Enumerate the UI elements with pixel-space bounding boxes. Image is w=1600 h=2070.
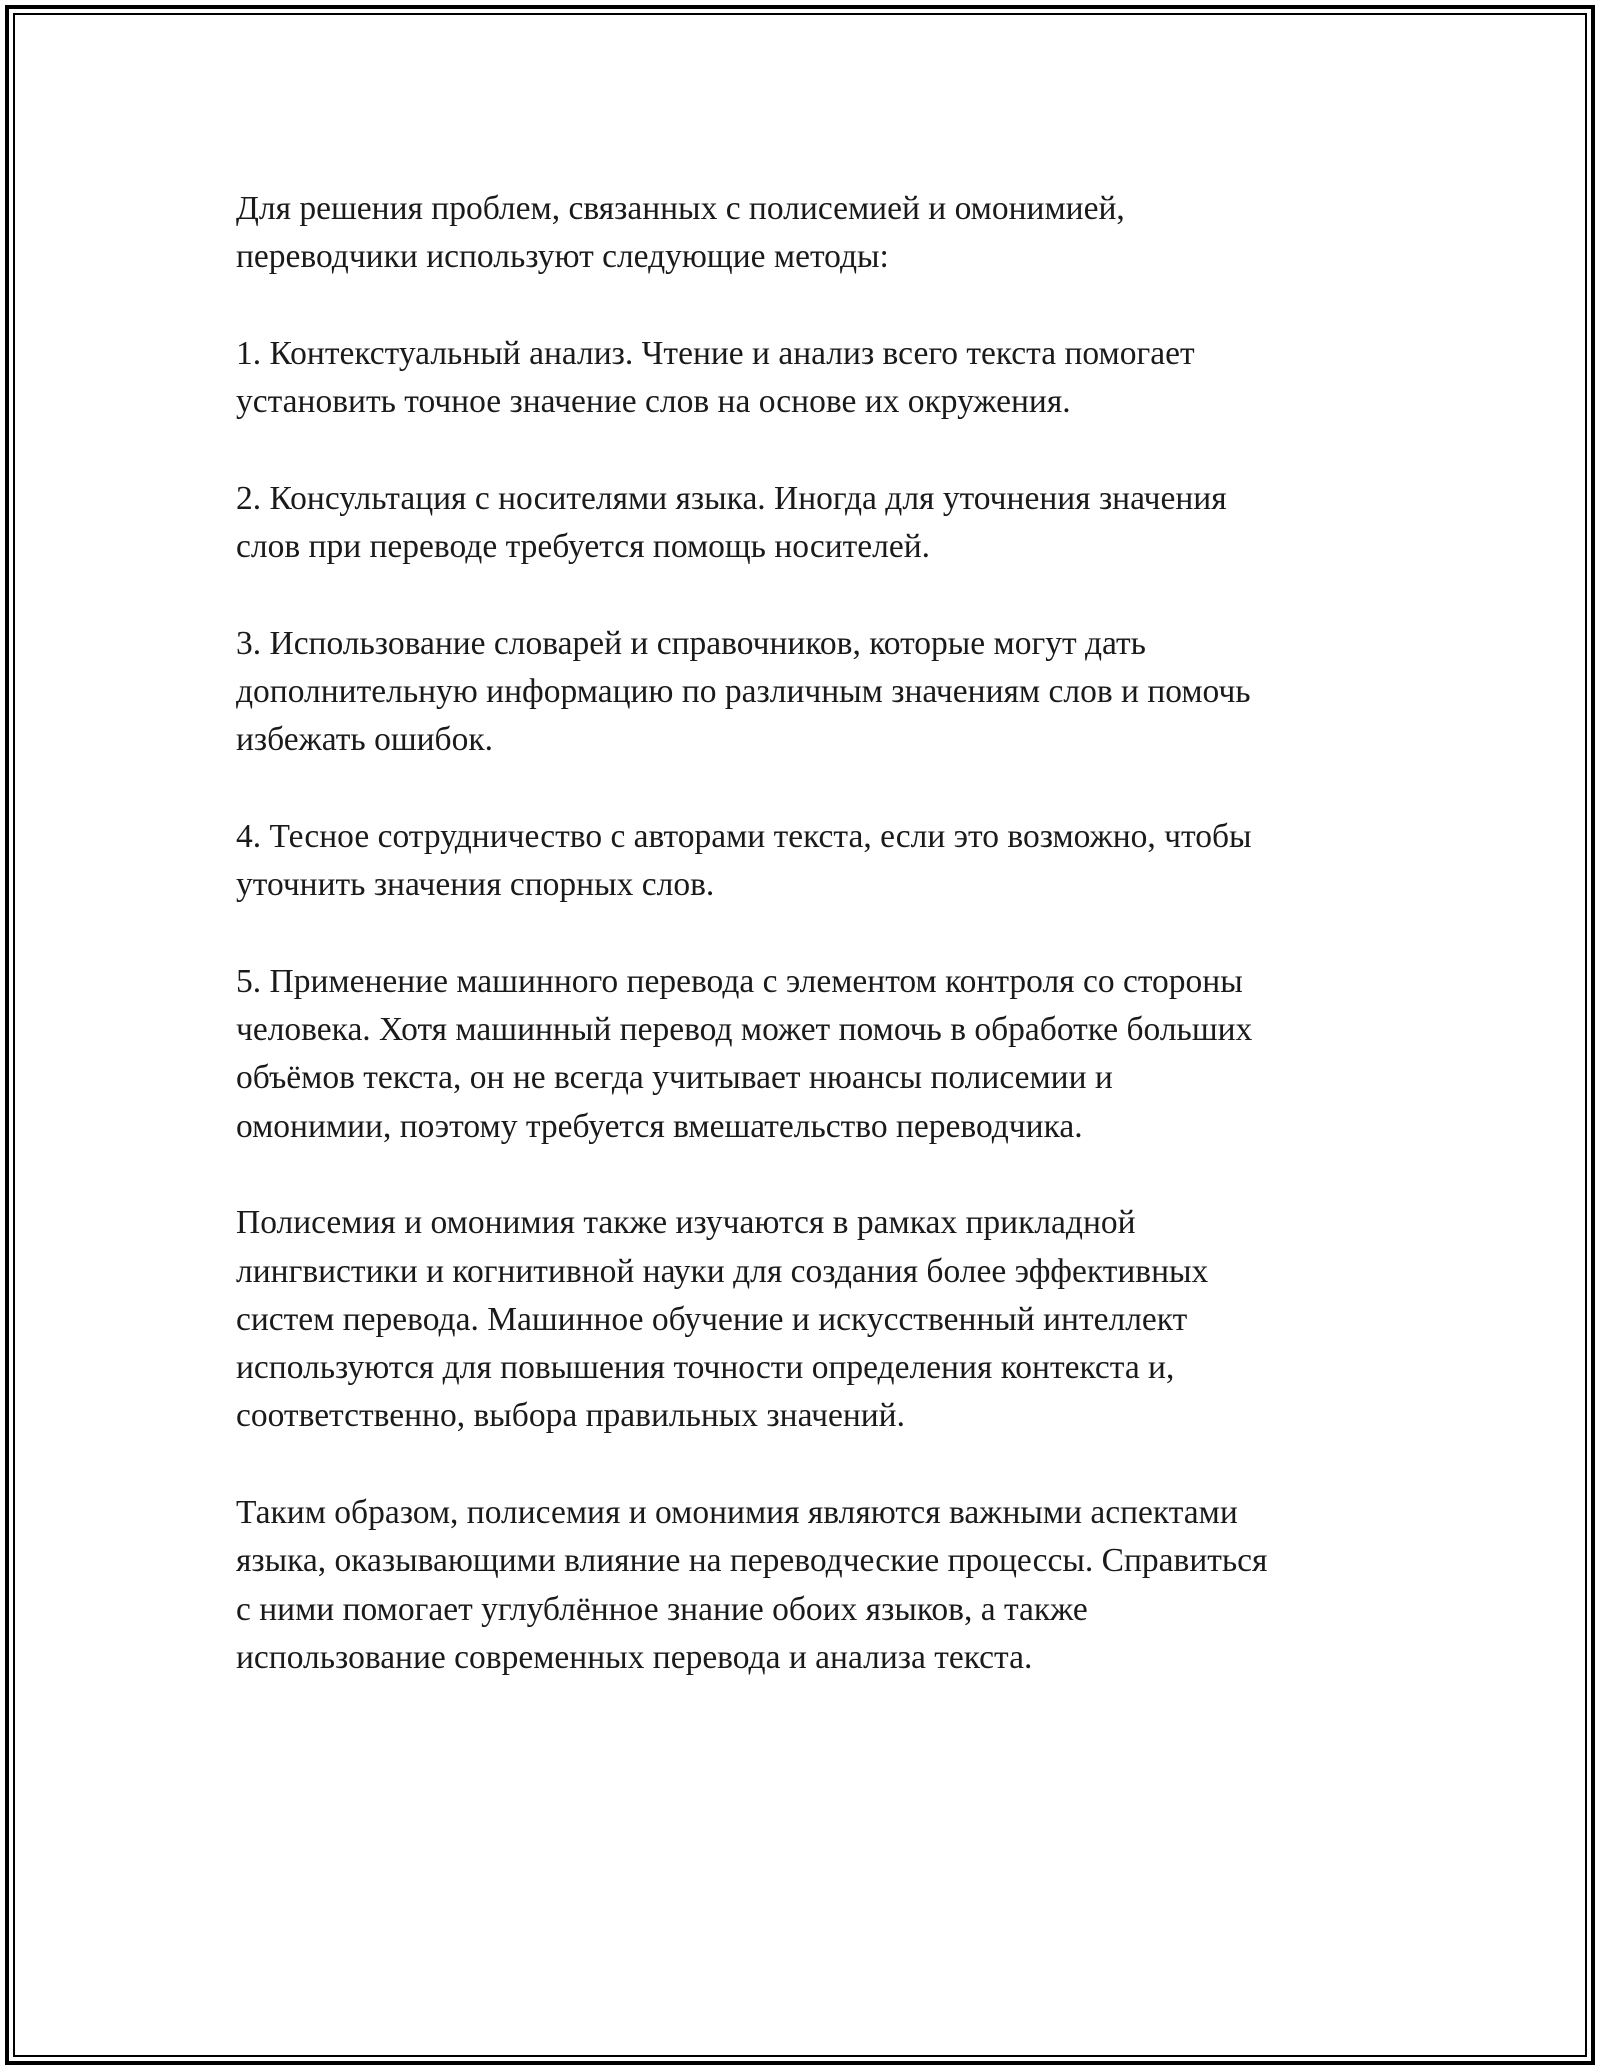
list-item-1	[236, 330, 1406, 427]
text-line: систем перевода. Машинное обучение и искусственный интеллект	[236, 1300, 1188, 1338]
document-body	[236, 185, 1406, 1682]
text-line: с ними помогает углублённое знание обоих языков, а также	[236, 1590, 1088, 1628]
text-line: языка, оказывающими влияние на переводческие процессы. Справиться	[236, 1542, 1268, 1580]
list-item-2	[236, 475, 1406, 572]
text-line: переводчики используют следующие методы:	[236, 238, 889, 276]
list-item-5	[236, 958, 1406, 1151]
text-line: 3. Использование словарей и справочников, которые могут дать	[236, 624, 1146, 662]
paragraph-research	[236, 1199, 1406, 1440]
text-line: 5. Применение машинного перевода с элементом контроля со стороны	[236, 962, 1243, 1000]
list-item-3	[236, 620, 1406, 765]
text-line: 2. Консультация с носителями языка. Иногда для уточнения значения	[236, 479, 1227, 517]
text-line: Полисемия и омонимия также изучаются в рамках прикладной	[236, 1204, 1136, 1242]
text-line: избежать ошибок.	[236, 721, 493, 759]
list-item-4	[236, 813, 1406, 910]
text-line: слов при переводе требуется помощь носителей.	[236, 528, 931, 566]
text-line: человека. Хотя машинный перевод может помочь в обработке больших	[236, 1011, 1253, 1049]
text-line: омонимии, поэтому требуется вмешательство переводчика.	[236, 1107, 1083, 1145]
text-line: Для решения проблем, связанных с полисемией и омонимией,	[236, 190, 1125, 227]
paragraph-conclusion	[236, 1489, 1406, 1682]
text-line: Таким образом, полисемия и омонимия являются важными аспектами	[236, 1494, 1238, 1532]
text-line: 1. Контекстуальный анализ. Чтение и анализ всего текста помогает	[236, 334, 1195, 372]
text-line: дополнительную информацию по различным значениям слов и помочь	[236, 672, 1251, 710]
paragraph-intro	[236, 185, 1406, 282]
text-line: лингвистики и когнитивной науки для создания более эффективных	[236, 1252, 1209, 1290]
text-line: соответственно, выбора правильных значений.	[236, 1397, 905, 1435]
text-line: 4. Тесное сотрудничество с авторами текста, если это возможно, чтобы	[236, 817, 1252, 855]
text-line: использование современных перевода и анализа текста.	[236, 1638, 1033, 1676]
text-line: уточнить значения спорных слов.	[236, 866, 715, 904]
text-line: используются для повышения точности определения контекста и,	[236, 1349, 1175, 1387]
text-line: установить точное значение слов на основе их окружения.	[236, 383, 1071, 421]
text-line: объёмов текста, он не всегда учитывает нюансы полисемии и	[236, 1059, 1113, 1097]
